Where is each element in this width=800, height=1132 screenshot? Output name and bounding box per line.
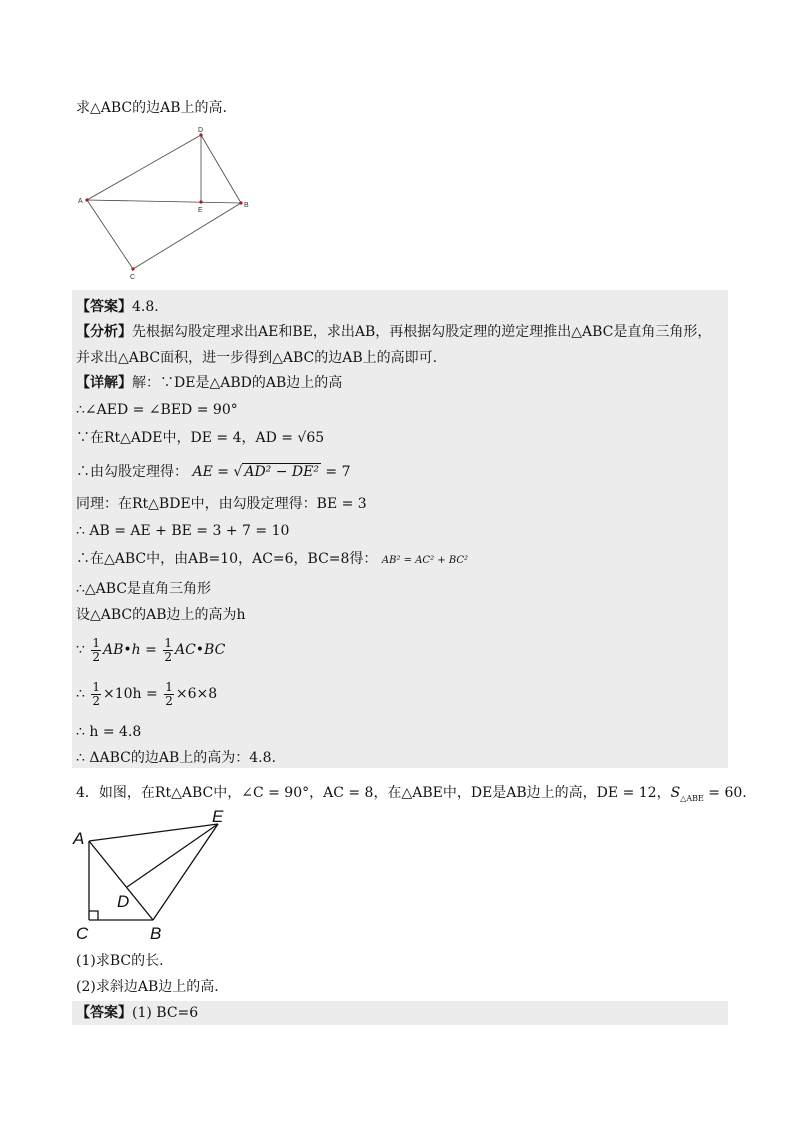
area-value: = 60. [703,785,747,801]
label-d2: D [117,892,130,911]
detail-line [76,373,342,393]
label-a: A [78,198,83,205]
point-c [131,267,134,270]
step-6-text: ∴在△ABC中，由AB=10，AC=6，BC=8得： [76,551,378,567]
step-7: ∴△ABC是直角三角形 [76,581,212,597]
problem-4-main: 4．如图，在Rt△ABC中，∠C = 90°，AC = 8，在△ABE中，DE是AB边上的高，DE = 12， [76,785,671,801]
step-10 [76,680,217,708]
step-3: ∴由勾股定理得： AE = √ AD² − DE² = 7 [76,464,351,480]
step-9 [76,636,225,664]
analysis-tag: 【分析】 [76,324,132,340]
point-a [85,198,88,201]
problem-4-statement [76,783,747,809]
analysis-line-2: 并求出△ABC面积，进一步得到△ABC的边AB上的高即可. [76,350,438,366]
label-e: E [198,207,203,214]
step-9-prefix: ∵ [76,642,85,658]
step-3-radicand: AD² − DE² [244,464,319,480]
answer-line-2 [76,1003,198,1023]
step-3-text: ∴由勾股定理得： [76,464,188,480]
step-10-right: ×6×8 [175,686,218,702]
step-6-formula: AB² = AC² + BC² [381,555,469,566]
answer-tag: 【答案】 [76,299,132,315]
step-8: 设△ABC的AB边上的高为h [76,607,246,623]
detail-tag: 【详解】 [76,375,132,391]
step-2: ∵在Rt△ADE中，DE = 4，AD = √65 [76,430,325,446]
detail-intro: 解：∵DE是△ABD的AB边上的高 [132,375,343,391]
label-d: D [198,127,204,134]
question-1: (1)求BC的长. [76,953,164,969]
step-3-left: AE = [192,464,234,480]
label-a2: A [73,829,85,848]
step-1: ∴∠AED = ∠BED = 90° [76,402,238,418]
area-sub: △ABE [680,793,704,803]
step-12: ∴ ΔABC的边AB上的高为：4.8. [76,750,276,766]
analysis-text-1: 先根据勾股定理求出AE和BE，求出AB，再根据勾股定理的逆定理推出△ABC是直角三角形， [132,324,712,340]
label-b: B [244,202,249,209]
label-b2: B [150,924,162,943]
point-b [239,201,242,204]
step-5: ∴ AB = AE + BE = 3 + 7 = 10 [76,523,290,539]
step-11: ∴ h = 4.8 [76,724,142,740]
question-2: (2)求斜边AB边上的高. [76,979,219,995]
answer-value: 4.8 [132,299,155,315]
point-e [199,200,202,203]
step-3-right: = 7 [320,464,351,480]
analysis-line-1 [76,322,711,342]
answer-value-2: (1) BC=6 [132,1005,199,1021]
step-10-prefix: ∴ [76,686,85,702]
area-label: S [670,785,681,801]
figure-quadrilateral [70,122,270,282]
label-c2: C [76,924,89,943]
answer-tag-2: 【答案】 [76,1005,132,1021]
fraction-half: $\frac{1}{2}$ [92,679,101,708]
answer-line: 【答案】4.8. [76,299,159,315]
fraction-half: $\frac{1}{2}$ [164,635,172,664]
step-9-right: AC•BC [174,642,226,658]
label-e2: E [212,808,224,826]
figure-triangles [70,808,270,948]
label-c: C [130,274,136,281]
fraction-half: $\frac{1}{2}$ [92,635,101,664]
step-9-left: AB•h = [103,642,162,658]
fraction-half: $\frac{1}{2}$ [165,679,173,708]
prev-question: 求△ABC的边AB上的高. [76,100,227,116]
step-4: 同理：在Rt△BDE中，由勾股定理得：BE = 3 [76,496,367,512]
step-6 [76,549,468,571]
step-10-left: ×10h = [103,686,163,702]
